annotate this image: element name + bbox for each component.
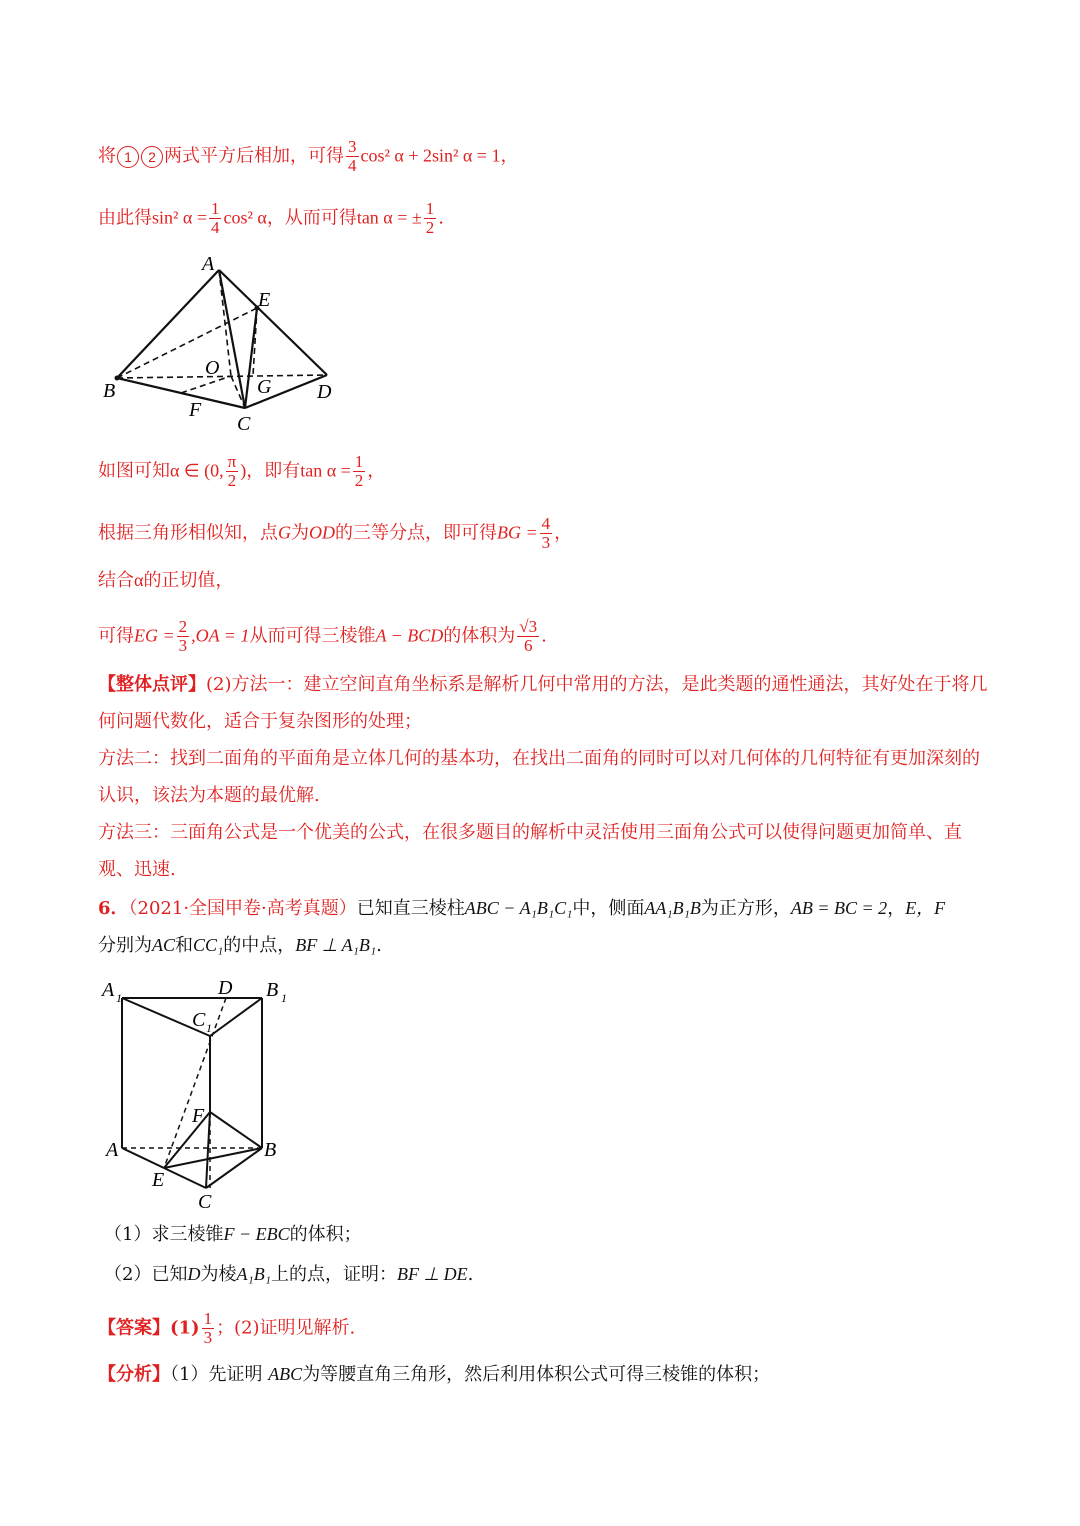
label-G: G xyxy=(257,376,272,398)
answer-tag: 【答案】 xyxy=(98,1317,170,1339)
math-variable: A₁B₁ xyxy=(236,1264,271,1284)
math-expression: sin² α = xyxy=(152,207,207,228)
question-number: 6． xyxy=(98,898,129,919)
text: ，从而可得 xyxy=(266,207,357,229)
review-method-1: (2)方法一：建立空间直角坐标系是解析几何中常用的方法，是此类题的通性通法，其好处在于将几何问题代数化，适合于复杂图形的处理； xyxy=(98,674,988,732)
text: 根据三角形相似知，点 xyxy=(98,522,278,544)
solution-line-5 xyxy=(98,566,233,595)
text: 可得 xyxy=(98,625,134,647)
label-B: B xyxy=(103,380,116,402)
math-variable: D xyxy=(187,1264,201,1284)
label-A1: A xyxy=(102,979,115,1001)
question-6: 6．（2021·全国甲卷·高考真题）已知直三棱柱ABC − A₁B₁C₁中，侧面AA₁B₁B为正方形，AB = BC = 2，E，F 分别为AC和CC₁的中点，BF ⊥ A₁B₁. xyxy=(98,898,946,956)
text: ，即有 xyxy=(246,460,301,482)
analysis-tag: 【分析】 xyxy=(98,1364,170,1385)
answer-line: 【答案】(1) $\frac{1}{3}$ ；(2)证明见解析. xyxy=(98,1309,356,1347)
math-variable: G xyxy=(278,522,291,543)
label-B: B xyxy=(264,1139,277,1161)
text: . xyxy=(541,625,547,647)
math-expression: cos² α xyxy=(223,207,267,228)
fraction: $\frac{4}{3}$ xyxy=(541,514,551,552)
label-E: E xyxy=(152,1169,165,1191)
review-method-2: 方法二：找到二面角的平面角是立体几何的基本功，在找出二面角的同时可以对几何体的几何特征有更加深刻的认识，该法为本题的最优解. xyxy=(98,748,980,806)
text: 将 xyxy=(98,145,116,167)
fraction: $\frac{1}{4}$ xyxy=(210,199,220,237)
fraction: $\frac{3}{4}$ xyxy=(348,137,357,175)
math-expression: ,OA = 1 xyxy=(191,625,250,646)
math-expression: EG = xyxy=(134,625,175,646)
label-B1: B xyxy=(266,979,279,1001)
tetrahedron-figure xyxy=(95,250,355,440)
text: ， xyxy=(500,145,519,167)
math-expression: tan α = ± xyxy=(356,207,422,228)
label-D: D xyxy=(218,977,233,999)
label-O: O xyxy=(205,357,220,379)
text: 两式平方后相加，可得 xyxy=(164,145,344,167)
svg-text:1: 1 xyxy=(206,1021,212,1035)
text: 由此得 xyxy=(98,207,152,229)
fraction: $\frac{\pi}{2}$ xyxy=(227,452,237,490)
text: 的体积为 xyxy=(443,625,516,647)
circled-number-2: 2 xyxy=(141,146,163,168)
label-A: A xyxy=(106,1139,119,1161)
solution-line-6 xyxy=(98,618,547,655)
review-method-3: 方法三：三面角公式是一个优美的公式，在很多题目的解析中灵活使用三面角公式可以使得问题更加简单、直观、迅速. xyxy=(98,822,962,880)
solution-line-4 xyxy=(98,515,572,552)
label-C: C xyxy=(237,413,251,435)
solution-line-1 xyxy=(98,138,518,175)
solution-line-3 xyxy=(98,453,385,490)
math-expression: ABC − A₁B₁C₁ xyxy=(464,898,573,918)
overall-review xyxy=(98,666,988,888)
math-variable: ABC xyxy=(268,1364,303,1384)
analysis-line: 【分析】（1）先证明 ABC为等腰直角三角形，然后利用体积公式可得三棱锥的体积； xyxy=(98,1364,771,1385)
math-expression: BG = xyxy=(497,522,538,543)
circled-number-1: 1 xyxy=(117,146,139,168)
fraction: $\frac{2}{3}$ xyxy=(178,617,188,655)
math-expression: ) xyxy=(240,460,247,481)
math-variable: α xyxy=(134,570,144,590)
question-source: （2021·全国甲卷·高考真题） xyxy=(128,898,357,919)
math-variable: OD xyxy=(309,522,335,543)
math-expression: AA₁B₁B xyxy=(644,898,701,918)
text: ， xyxy=(367,460,386,482)
text: 结合 xyxy=(98,570,134,591)
prism-figure xyxy=(98,972,298,1212)
text: . xyxy=(438,207,444,229)
sub-question-2: （2）已知D为棱A₁B₁上的点，证明：BF ⊥ DE. xyxy=(104,1264,474,1285)
math-expression: BF ⊥ A₁B₁ xyxy=(295,935,377,955)
fraction: $\frac{1}{3}$ xyxy=(203,1309,213,1347)
math-expression: BF ⊥ DE xyxy=(396,1264,468,1284)
text: ， xyxy=(554,522,573,544)
solution-line-2 xyxy=(98,200,444,237)
text: 如图可知 xyxy=(98,460,170,482)
review-tag: 【整体点评】 xyxy=(98,674,206,695)
fraction: $\frac{1}{2}$ xyxy=(354,452,364,490)
text: 为 xyxy=(291,522,309,544)
math-variable: AC xyxy=(152,935,176,955)
label-D: D xyxy=(317,381,332,403)
math-expression: α ∈ (0, xyxy=(170,460,224,481)
math-expression: F − EBC xyxy=(223,1224,290,1244)
label-F: F xyxy=(192,1105,205,1127)
label-F: F xyxy=(189,399,202,421)
math-expression: cos² α + 2sin² α = 1 xyxy=(360,145,501,166)
math-variable: CC₁ xyxy=(193,935,224,955)
fraction: $\frac{1}{2}$ xyxy=(425,199,435,237)
math-expression: tan α = xyxy=(300,460,351,481)
label-C: C xyxy=(198,1191,212,1212)
math-expression: AB = BC = 2 xyxy=(790,898,888,918)
text: 的三等分点，即可得 xyxy=(335,522,497,544)
sub-question-1: （1）求三棱锥F − EBC的体积； xyxy=(104,1224,362,1245)
label-E: E xyxy=(258,289,271,311)
svg-text:1: 1 xyxy=(281,991,287,1005)
label-A: A xyxy=(202,253,215,275)
math-expression: A − BCD xyxy=(375,625,444,646)
math-expression: E，F xyxy=(905,898,946,918)
text: 的正切值， xyxy=(143,570,234,591)
text: 从而可得三棱锥 xyxy=(249,625,376,647)
svg-text:1: 1 xyxy=(116,991,122,1005)
fraction: $\frac{√3}{6}$ xyxy=(519,617,538,655)
label-C1: C xyxy=(192,1009,206,1031)
